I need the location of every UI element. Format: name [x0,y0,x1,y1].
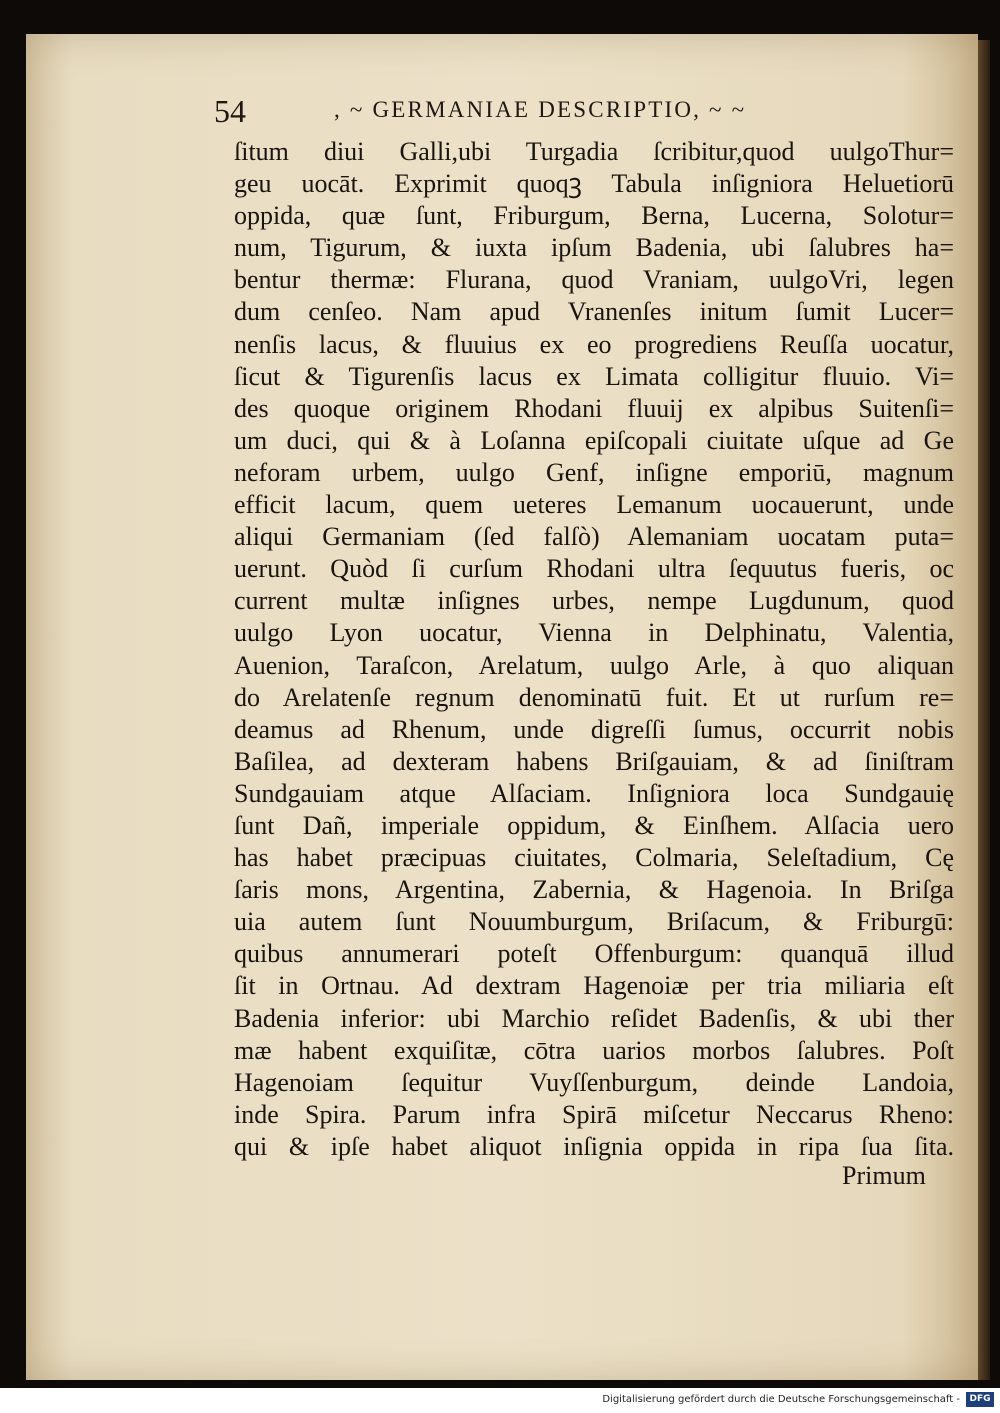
text-line: aliqui Germaniam (ſed falſò) Alemaniam uocatam puta= [234,522,954,552]
text-line: neforam urbem, uulgo Genf, inſigne emporiū, magnum [234,457,954,487]
page-edge [978,40,990,1380]
text-line: dum cenſeo. Nam apud Vranenſes initum ſumit Lucer= [234,297,954,327]
page-number: 54 [214,93,246,129]
catchword: Primum [842,1161,926,1190]
text-line: qui & ipſe habet aliquot inſignia oppida in ripa ſua ſita. [234,1131,954,1161]
text-line: oppida, quæ ſunt, Friburgum, Berna, Lucerna, Solotur= [234,201,954,231]
text-line: current multæ inſignes urbes, nempe Lugdunum, quod [234,586,954,616]
body-text [234,136,954,1163]
text-line: bentur thermæ: Flurana, quod Vraniam, uulgoVri, legen [234,265,954,295]
text-line: num, Tigurum, & iuxta ipſum Badenia, ubi ſalubres ha= [234,233,954,263]
text-line: inde Spira. Parum infra Spirā miſcetur Neccarus Rheno: [234,1099,954,1129]
text-line: Badenia inferior: ubi Marchio reſidet Badenſis, & ubi ther [234,1003,954,1033]
text-line: ſaris mons, Argentina, Zabernia, & Hagenoia. In Briſga [234,875,954,905]
text-line: uulgo Lyon uocatur, Vienna in Delphinatu, Valentia, [234,618,954,648]
text-line: uerunt. Quòd ſi curſum Rhodani ultra ſequutus fueris, oc [234,554,954,584]
text-line: uia autem ſunt Nouumburgum, Briſacum, & Friburgū: [234,907,954,937]
footer-credit: Digitalisierung gefördert durch die Deutsche Forschungsgemeinschaft - [602,1394,960,1405]
text-line: Hagenoiam ſequitur Vuyſſenburgum, deinde Landoia, [234,1067,954,1097]
text-line: mæ habent exquiſitæ, cōtra uarios morbos ſalubres. Poſt [234,1035,954,1065]
running-title: , ~ GERMANIAE DESCRIPTIO, ~ ~ [334,97,747,122]
text-line: ſit in Ortnau. Ad dextram Hagenoiæ per tria miliaria eſt [234,971,954,1001]
text-line: um duci, qui & à Loſanna epiſcopali ciuitate uſque ad Ge [234,425,954,455]
text-line: ſitum diui Galli,ubi Turgadia ſcribitur,quod uulgoThur= [234,137,954,166]
text-line: quibus annumerari poteſt Offenburgum: quanquā illud [234,939,954,969]
text-line: has habet præcipuas ciuitates, Colmaria, Seleſtadium, Cę [234,843,954,873]
text-line: ſicut & Tigurenſis lacus ex Limata colligitur fluuio. Vi= [234,361,954,391]
text-line: Baſilea, ad dexteram habens Briſgauiam, & ad ſiniſtram [234,746,954,776]
dfg-logo: DFG [966,1392,994,1407]
text-line: do Arelatenſe regnum denominatū fuit. Et ut rurſum re= [234,682,954,712]
footer-bar [0,1388,1000,1413]
text-line: des quoque originem Rhodani fluuij ex alpibus Suitenſi= [234,393,954,423]
text-line: Sundgauiam atque Alſaciam. Inſigniora loca Sundgauię [234,778,954,808]
text-line: ſunt Dañ, imperiale oppidum, & Einſhem. Alſacia uero [234,810,954,840]
text-line: efficit lacum, quem ueteres Lemanum uocauerunt, unde [234,490,954,520]
page-header [214,93,964,133]
text-line: deamus ad Rhenum, unde digreſſi ſumus, occurrit nobis [234,714,954,744]
text-line: geu uocāt. Exprimit quoqꝫ Tabula inſigniora Heluetiorū [234,169,954,199]
text-line: Auenion, Taraſcon, Arelatum, uulgo Arle, à quo aliquan [234,650,954,680]
text-line: nenſis lacus, & fluuius ex eo progrediens Reuſſa uocatur, [234,329,954,359]
